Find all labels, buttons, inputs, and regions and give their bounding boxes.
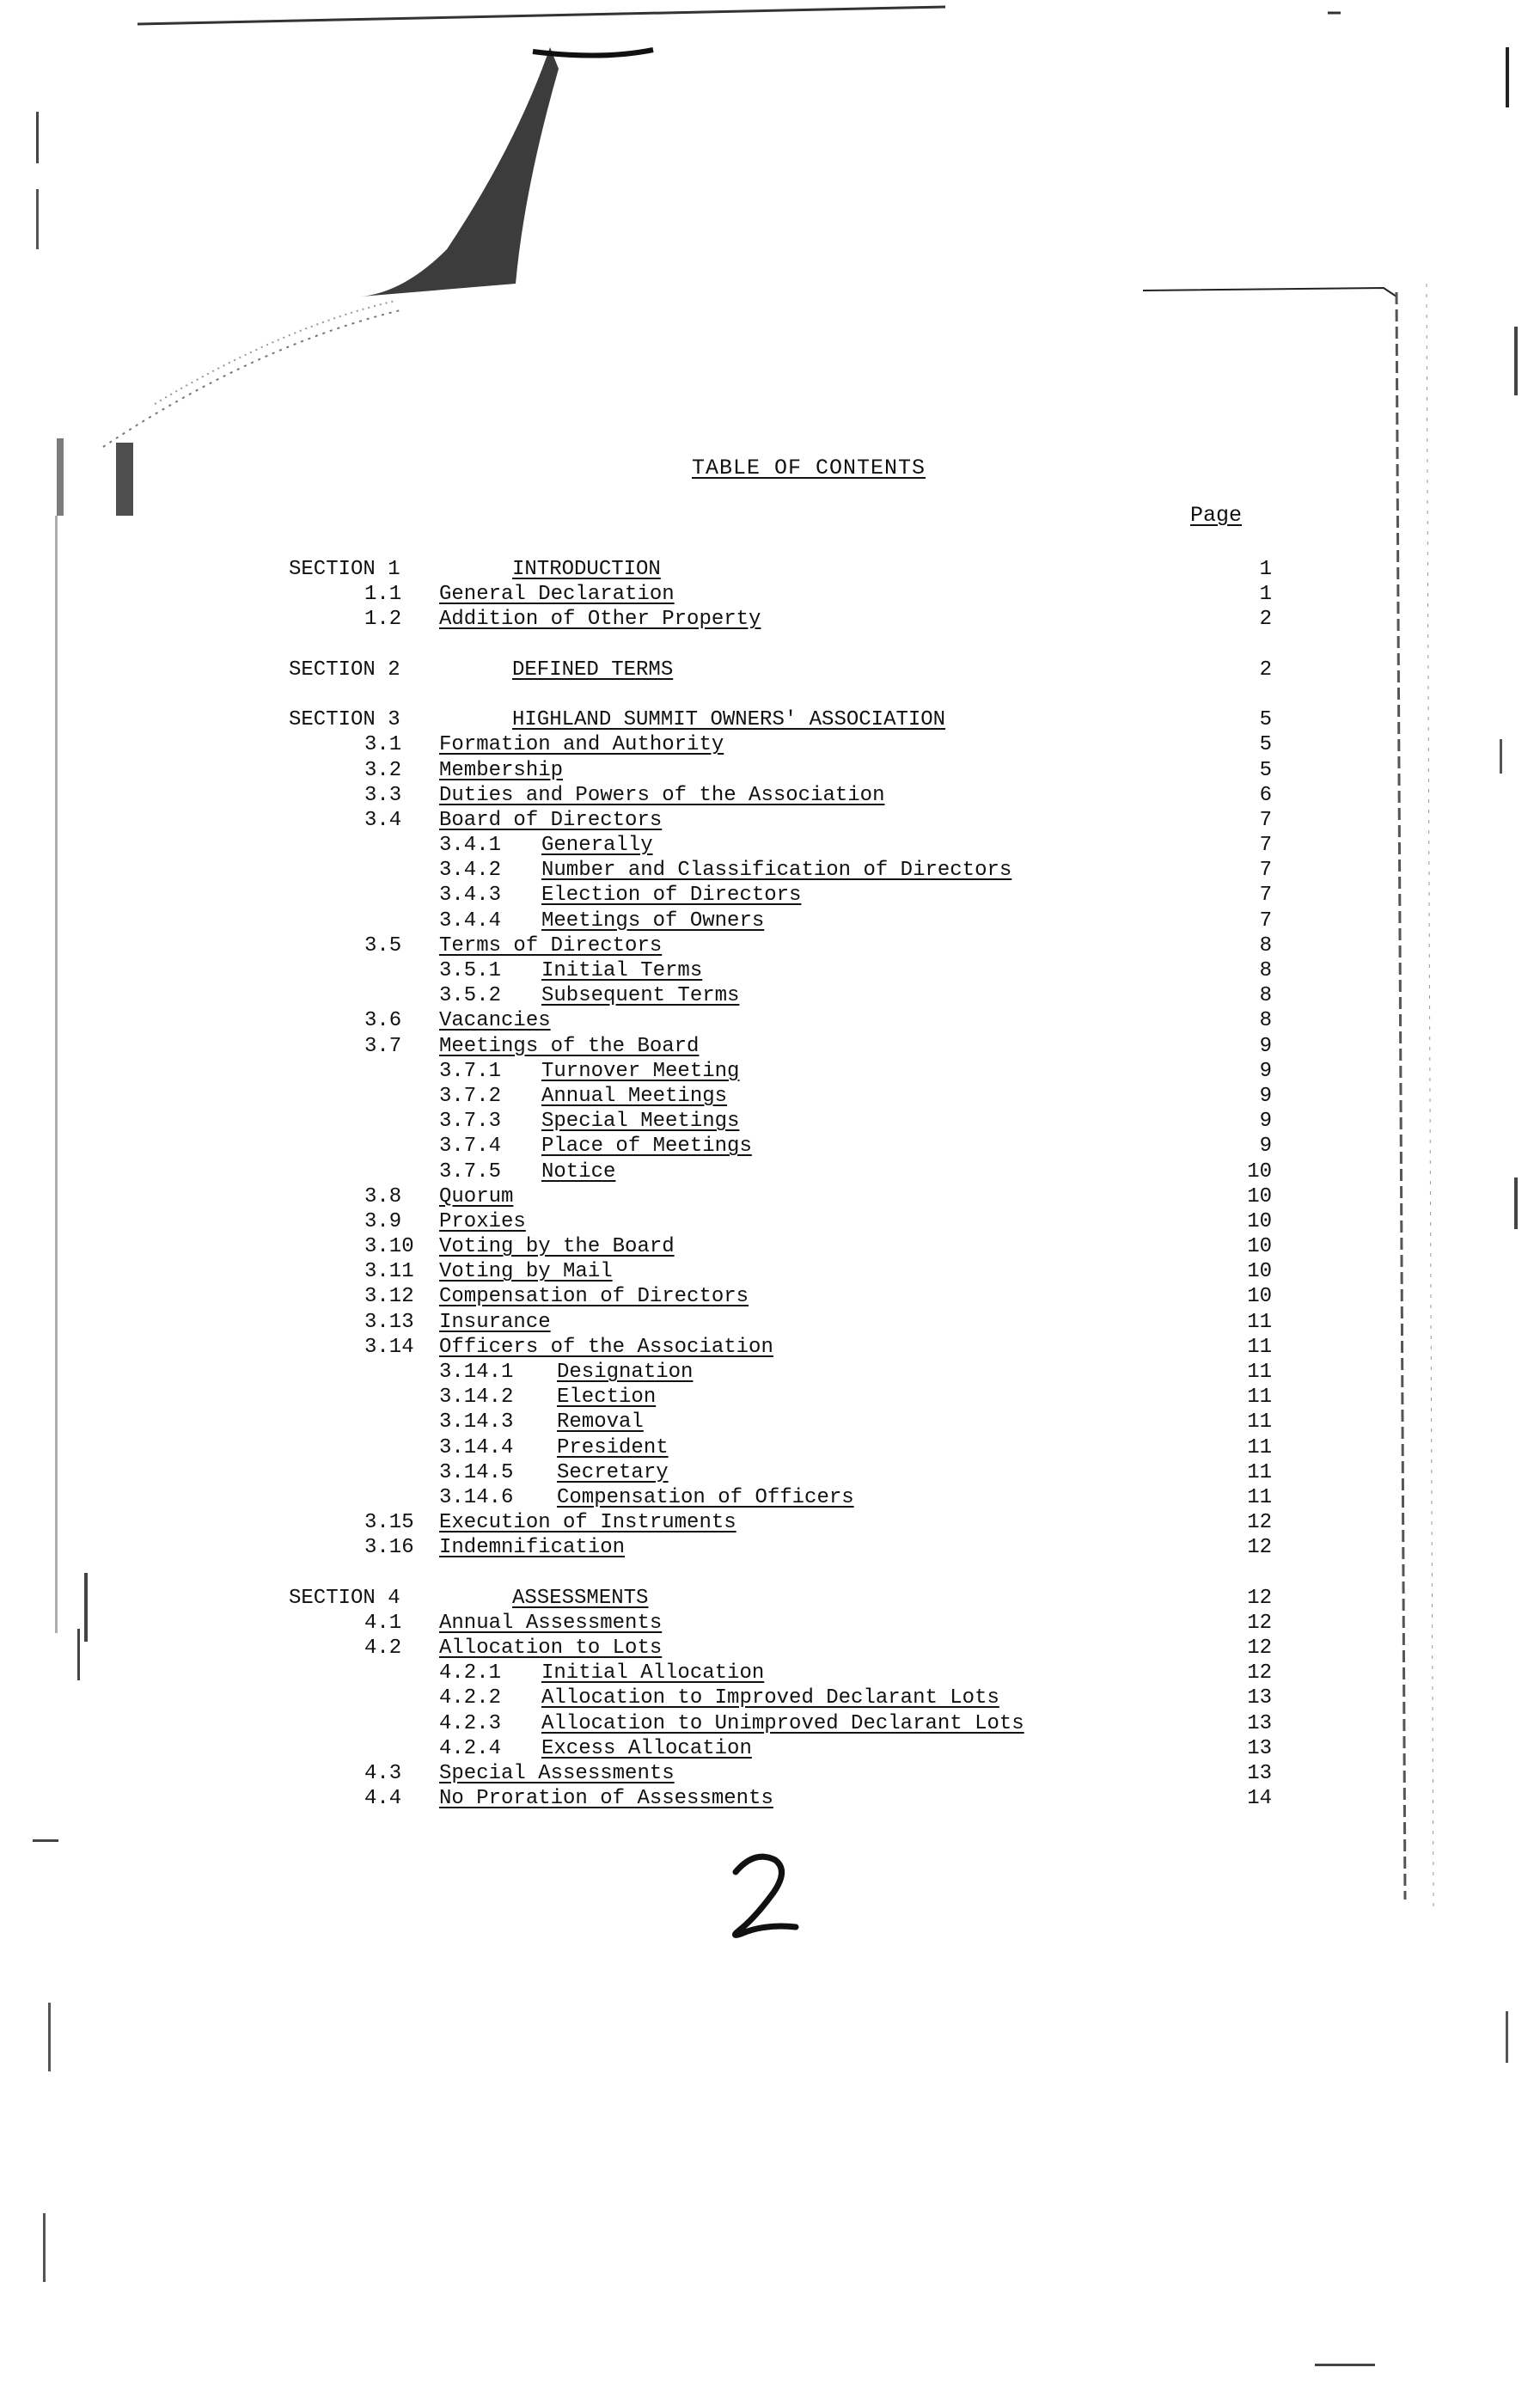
toc-entry-number: 3.5.2 bbox=[439, 984, 502, 1008]
toc-entry-row bbox=[0, 1008, 1540, 1033]
toc-entry-page: 12 bbox=[1247, 1536, 1272, 1560]
toc-entry-page: 6 bbox=[1259, 783, 1272, 807]
toc-entry-row bbox=[0, 1661, 1540, 1685]
toc-entry-title[interactable]: Quorum bbox=[439, 1184, 514, 1208]
toc-entry-title[interactable]: Meetings of Owners bbox=[541, 908, 765, 933]
toc-entry-number: 3.12 bbox=[364, 1285, 414, 1309]
toc-entry-page: 5 bbox=[1259, 708, 1272, 732]
toc-entry-row bbox=[0, 1084, 1540, 1109]
toc-entry-title[interactable]: Special Assessments bbox=[439, 1762, 675, 1785]
toc-entry-title[interactable]: DEFINED TERMS bbox=[512, 658, 674, 682]
toc-entry-row bbox=[0, 1410, 1540, 1435]
toc-entry-title[interactable]: Voting by Mail bbox=[439, 1260, 613, 1284]
toc-entry-number: 3.5 bbox=[364, 933, 402, 957]
toc-entry-title[interactable]: Board of Directors bbox=[439, 808, 663, 832]
toc-entry-page: 12 bbox=[1247, 1611, 1272, 1635]
toc-entry-page: 9 bbox=[1259, 1110, 1272, 1134]
toc-entry-number: 3.14.2 bbox=[439, 1386, 514, 1410]
toc-entry-page: 13 bbox=[1247, 1711, 1272, 1735]
toc-entry-title[interactable]: Subsequent Terms bbox=[541, 984, 740, 1008]
toc-entry-page: 8 bbox=[1259, 984, 1272, 1008]
toc-entry-title[interactable]: Number and Classification of Directors bbox=[541, 859, 1012, 883]
toc-entry-number: 1.1 bbox=[364, 583, 402, 607]
toc-entry-row bbox=[0, 1460, 1540, 1485]
toc-entry-title[interactable]: Initial Terms bbox=[541, 959, 703, 982]
toc-entry-number: 3.5.1 bbox=[439, 959, 502, 982]
toc-entry-title[interactable]: Meetings of the Board bbox=[439, 1034, 700, 1058]
toc-entry-number: 3.7.1 bbox=[439, 1059, 502, 1083]
toc-entry-title[interactable]: Turnover Meeting bbox=[541, 1059, 740, 1083]
toc-entry-page: 12 bbox=[1247, 1661, 1272, 1685]
toc-entry-page: 9 bbox=[1259, 1034, 1272, 1058]
toc-entry-row bbox=[0, 758, 1540, 783]
toc-entry-page: 11 bbox=[1247, 1335, 1272, 1359]
toc-entry-title[interactable]: Insurance bbox=[439, 1310, 551, 1334]
toc-entry-title[interactable]: General Declaration bbox=[439, 583, 675, 607]
toc-entry-title[interactable]: Voting by the Board bbox=[439, 1235, 675, 1259]
toc-entry-row bbox=[0, 1510, 1540, 1535]
toc-entry-number: 3.15 bbox=[364, 1511, 414, 1535]
toc-entry-row bbox=[0, 1284, 1540, 1309]
toc-entry-row bbox=[0, 983, 1540, 1008]
toc-entry-row bbox=[0, 833, 1540, 858]
toc-list bbox=[0, 557, 1540, 1811]
toc-entry-title[interactable]: Formation and Authority bbox=[439, 733, 724, 757]
page-column-header: Page bbox=[1190, 503, 1243, 528]
toc-entry-page: 10 bbox=[1247, 1285, 1272, 1309]
toc-entry-page: 10 bbox=[1247, 1209, 1272, 1233]
toc-entry-number: 4.2 bbox=[364, 1636, 402, 1661]
toc-entry-page: 14 bbox=[1247, 1787, 1272, 1811]
toc-entry-page: 11 bbox=[1247, 1485, 1272, 1509]
toc-entry-page: 9 bbox=[1259, 1059, 1272, 1083]
toc-entry-page: 12 bbox=[1247, 1586, 1272, 1610]
toc-entry-page: 2 bbox=[1259, 608, 1272, 632]
toc-entry-number: 3.13 bbox=[364, 1310, 414, 1334]
toc-spacer bbox=[0, 633, 1540, 658]
toc-entry-number: 3.4 bbox=[364, 808, 402, 832]
toc-entry-number: 3.7.4 bbox=[439, 1135, 502, 1159]
toc-entry-row bbox=[0, 1134, 1540, 1159]
toc-entry-page: 11 bbox=[1247, 1460, 1272, 1484]
toc-entry-row bbox=[0, 1310, 1540, 1335]
toc-entry-number: 3.14.3 bbox=[439, 1410, 514, 1435]
toc-entry-number: 3.14.4 bbox=[439, 1435, 514, 1459]
toc-entry-row bbox=[0, 1109, 1540, 1134]
toc-entry-page: 5 bbox=[1259, 758, 1272, 782]
toc-entry-title[interactable]: Allocation to Unimproved Declarant Lots bbox=[541, 1711, 1024, 1735]
toc-entry-number: 3.7.2 bbox=[439, 1084, 502, 1108]
toc-entry-page: 9 bbox=[1259, 1135, 1272, 1159]
toc-entry-row bbox=[0, 1209, 1540, 1234]
toc-entry-page: 8 bbox=[1259, 959, 1272, 982]
toc-section-row bbox=[0, 557, 1540, 582]
toc-entry-page: 13 bbox=[1247, 1762, 1272, 1785]
toc-entry-title[interactable]: Vacancies bbox=[439, 1009, 551, 1033]
toc-entry-title[interactable]: ASSESSMENTS bbox=[512, 1586, 649, 1610]
toc-entry-page: 7 bbox=[1259, 908, 1272, 933]
toc-entry-title[interactable]: Generally bbox=[541, 834, 653, 858]
toc-entry-number: 3.14.5 bbox=[439, 1460, 514, 1484]
toc-entry-title[interactable]: Compensation of Directors bbox=[439, 1285, 749, 1309]
toc-entry-row bbox=[0, 933, 1540, 958]
toc-entry-page: 10 bbox=[1247, 1260, 1272, 1284]
toc-entry-row bbox=[0, 1736, 1540, 1761]
toc-entry-title[interactable]: Compensation of Officers bbox=[557, 1485, 854, 1509]
toc-entry-number: 4.1 bbox=[364, 1611, 402, 1635]
toc-entry-row bbox=[0, 607, 1540, 632]
toc-entry-row bbox=[0, 1535, 1540, 1560]
toc-entry-number: 1.2 bbox=[364, 608, 402, 632]
toc-entry-title[interactable]: Membership bbox=[439, 758, 564, 782]
toc-entry-row bbox=[0, 1259, 1540, 1284]
toc-entry-page: 11 bbox=[1247, 1410, 1272, 1435]
toc-entry-page: 1 bbox=[1259, 558, 1272, 581]
handwritten-page-number bbox=[720, 1848, 806, 1942]
toc-entry-page: 11 bbox=[1247, 1310, 1272, 1334]
toc-entry-title[interactable]: HIGHLAND SUMMIT OWNERS' ASSOCIATION bbox=[512, 708, 946, 732]
toc-entry-title[interactable]: Initial Allocation bbox=[541, 1661, 765, 1685]
toc-entry-title[interactable]: Election of Directors bbox=[541, 884, 802, 908]
toc-entry-title[interactable]: Terms of Directors bbox=[439, 933, 663, 957]
toc-entry-title[interactable]: Officers of the Association bbox=[439, 1335, 773, 1359]
toc-entry-title[interactable]: Annual Assessments bbox=[439, 1611, 663, 1635]
toc-entry-number: 3.2 bbox=[364, 758, 402, 782]
toc-entry-title[interactable]: Indemnification bbox=[439, 1536, 626, 1560]
toc-entry-row bbox=[0, 1636, 1540, 1661]
toc-entry-page: 10 bbox=[1247, 1184, 1272, 1208]
toc-entry-row bbox=[0, 1435, 1540, 1460]
toc-entry-number: 4.2.3 bbox=[439, 1711, 502, 1735]
toc-entry-number: 4.2.2 bbox=[439, 1686, 502, 1710]
toc-entry-row bbox=[0, 1385, 1540, 1410]
toc-entry-row bbox=[0, 783, 1540, 808]
toc-entry-number: 3.14 bbox=[364, 1335, 414, 1359]
toc-entry-row bbox=[0, 1611, 1540, 1636]
toc-entry-number: 3.9 bbox=[364, 1209, 402, 1233]
toc-entry-row bbox=[0, 1184, 1540, 1209]
toc-entry-number: 4.2.4 bbox=[439, 1736, 502, 1760]
toc-entry-page: 2 bbox=[1259, 658, 1272, 682]
toc-entry-row bbox=[0, 1786, 1540, 1811]
toc-entry-page: 11 bbox=[1247, 1386, 1272, 1410]
toc-entry-number: SECTION 4 bbox=[289, 1586, 400, 1610]
toc-section-row bbox=[0, 707, 1540, 732]
toc-entry-row bbox=[0, 582, 1540, 607]
toc-entry-page: 8 bbox=[1259, 1009, 1272, 1033]
toc-entry-row bbox=[0, 1485, 1540, 1510]
toc-entry-number: 3.4.3 bbox=[439, 884, 502, 908]
toc-entry-page: 10 bbox=[1247, 1159, 1272, 1184]
toc-entry-number: 3.6 bbox=[364, 1009, 402, 1033]
toc-entry-page: 5 bbox=[1259, 733, 1272, 757]
toc-entry-title[interactable]: Allocation to Improved Declarant Lots bbox=[541, 1686, 999, 1710]
toc-entry-page: 13 bbox=[1247, 1736, 1272, 1760]
toc-entry-title[interactable]: Notice bbox=[541, 1159, 616, 1184]
toc-entry-page: 11 bbox=[1247, 1361, 1272, 1384]
toc-entry-row bbox=[0, 908, 1540, 933]
toc-entry-title[interactable]: No Proration of Assessments bbox=[439, 1787, 773, 1811]
toc-entry-row bbox=[0, 1159, 1540, 1184]
toc-entry-title[interactable]: Duties and Powers of the Association bbox=[439, 783, 885, 807]
toc-entry-number: 3.14.1 bbox=[439, 1361, 514, 1384]
toc-entry-number: 3.11 bbox=[364, 1260, 414, 1284]
toc-entry-page: 7 bbox=[1259, 808, 1272, 832]
toc-entry-title[interactable]: Election bbox=[557, 1386, 657, 1410]
toc-entry-title[interactable]: Addition of Other Property bbox=[439, 608, 761, 632]
toc-entry-number: 4.2.1 bbox=[439, 1661, 502, 1685]
toc-entry-title[interactable]: Secretary bbox=[557, 1460, 669, 1484]
toc-entry-row bbox=[0, 1234, 1540, 1259]
toc-entry-page: 8 bbox=[1259, 933, 1272, 957]
toc-spacer bbox=[0, 1561, 1540, 1586]
toc-entry-page: 10 bbox=[1247, 1235, 1272, 1259]
toc-entry-row bbox=[0, 808, 1540, 833]
toc-entry-row bbox=[0, 1685, 1540, 1710]
toc-entry-page: 12 bbox=[1247, 1636, 1272, 1661]
toc-entry-row bbox=[0, 1034, 1540, 1059]
toc-entry-number: SECTION 1 bbox=[289, 558, 400, 581]
toc-entry-title[interactable]: INTRODUCTION bbox=[512, 558, 661, 581]
toc-entry-row bbox=[0, 1761, 1540, 1786]
toc-entry-number: 3.4.1 bbox=[439, 834, 502, 858]
toc-entry-number: 3.3 bbox=[364, 783, 402, 807]
toc-entry-page: 7 bbox=[1259, 834, 1272, 858]
toc-entry-number: 3.4.4 bbox=[439, 908, 502, 933]
toc-entry-number: 3.7 bbox=[364, 1034, 402, 1058]
toc-entry-title[interactable]: Execution of Instruments bbox=[439, 1511, 736, 1535]
toc-section-row bbox=[0, 658, 1540, 682]
toc-entry-title[interactable]: Place of Meetings bbox=[541, 1135, 752, 1159]
toc-entry-title[interactable]: Excess Allocation bbox=[541, 1736, 752, 1760]
toc-entry-row bbox=[0, 1360, 1540, 1385]
toc-section-row bbox=[0, 1586, 1540, 1611]
toc-entry-number: 3.7.5 bbox=[439, 1159, 502, 1184]
toc-title: TABLE OF CONTENTS bbox=[691, 456, 926, 480]
toc-entry-number: 4.3 bbox=[364, 1762, 402, 1785]
toc-entry-page: 12 bbox=[1247, 1511, 1272, 1535]
toc-entry-title[interactable]: Proxies bbox=[439, 1209, 526, 1233]
toc-spacer bbox=[0, 682, 1540, 707]
toc-entry-title[interactable]: Special Meetings bbox=[541, 1110, 740, 1134]
toc-entry-number: SECTION 2 bbox=[289, 658, 400, 682]
toc-entry-title[interactable]: Designation bbox=[557, 1361, 694, 1384]
toc-entry-number: 3.16 bbox=[364, 1536, 414, 1560]
toc-entry-number: 4.4 bbox=[364, 1787, 402, 1811]
toc-entry-row bbox=[0, 958, 1540, 983]
toc-entry-number: 3.10 bbox=[364, 1235, 414, 1259]
toc-entry-page: 1 bbox=[1259, 583, 1272, 607]
toc-entry-page: 13 bbox=[1247, 1686, 1272, 1710]
toc-entry-title[interactable]: Allocation to Lots bbox=[439, 1636, 663, 1661]
toc-entry-number: 3.14.6 bbox=[439, 1485, 514, 1509]
toc-entry-page: 9 bbox=[1259, 1084, 1272, 1108]
toc-entry-page: 7 bbox=[1259, 884, 1272, 908]
toc-entry-page: 11 bbox=[1247, 1435, 1272, 1459]
toc-entry-title[interactable]: Removal bbox=[557, 1410, 644, 1435]
toc-entry-row bbox=[0, 1335, 1540, 1360]
toc-entry-row bbox=[0, 858, 1540, 883]
toc-entry-row bbox=[0, 883, 1540, 908]
toc-entry-row bbox=[0, 1059, 1540, 1084]
toc-entry-row bbox=[0, 732, 1540, 757]
toc-entry-title[interactable]: President bbox=[557, 1435, 669, 1459]
toc-entry-number: SECTION 3 bbox=[289, 708, 400, 732]
toc-entry-page: 7 bbox=[1259, 859, 1272, 883]
toc-entry-number: 3.1 bbox=[364, 733, 402, 757]
toc-entry-title[interactable]: Annual Meetings bbox=[541, 1084, 728, 1108]
toc-entry-number: 3.7.3 bbox=[439, 1110, 502, 1134]
toc-entry-number: 3.4.2 bbox=[439, 859, 502, 883]
toc-entry-number: 3.8 bbox=[364, 1184, 402, 1208]
toc-entry-row bbox=[0, 1711, 1540, 1736]
